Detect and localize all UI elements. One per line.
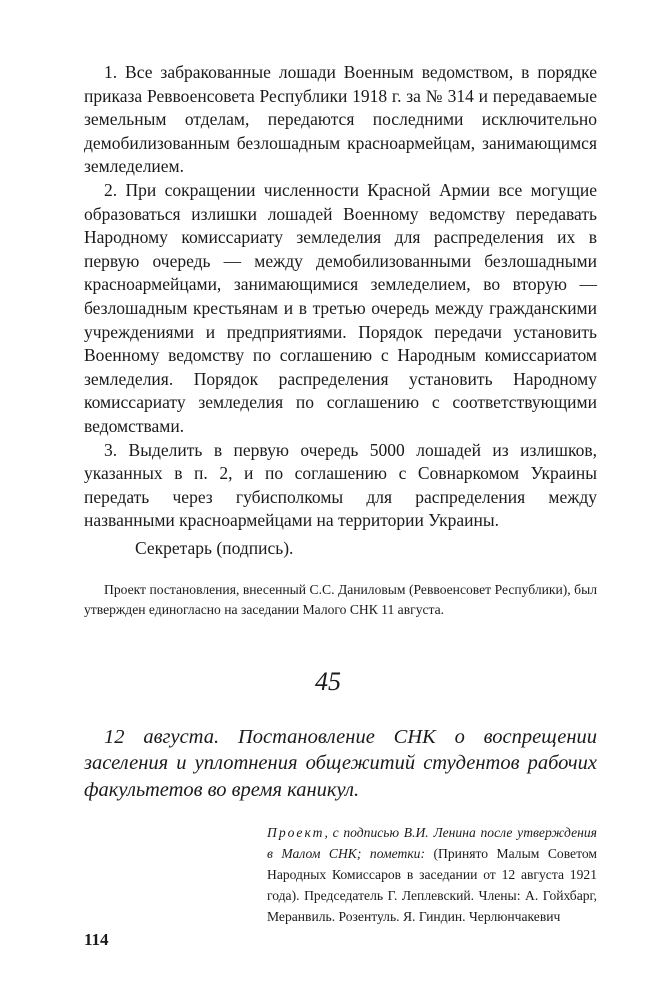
section-paragraph: 1. Все забракованные лошади Военным ведомством, в порядке приказа Реввоенсовета Республики 1918 г. за № 314 и передаваемые земельным отделам, передаются последними исключительно демобилизованным безлошадным красноармейцам, занимающимся земледелием.: [84, 62, 597, 177]
editorial-note: Проект постановления, внесенный С.С. Даниловым (Реввоенсовет Республики), был утвержден единогласно на заседании Малого СНК 11 августа.: [84, 582, 597, 617]
source-label: Проект: [267, 825, 325, 840]
document-number: 45: [315, 667, 341, 696]
document-title: 12 августа. Постановление СНК о воспрещении заселения и уплотнения общежитий студентов рабочих факультетов во время каникул.: [84, 726, 597, 801]
secretary-signature: Секретарь (подпись).: [135, 538, 294, 558]
section-paragraph: 3. Выделить в первую очередь 5000 лошадей из излишков, указанных в п. 2, и по соглашению с Совнаркомом Украины передать через губисполкомы для распределения между названными красноармейцами на территории Украины.: [84, 439, 597, 531]
page-number: 114: [84, 930, 109, 949]
source-italic-text: , с подписью В.И. Ленина после утверждения в Малом СНК; пометки:: [267, 825, 597, 861]
source-note: [267, 822, 597, 927]
section-paragraph: 2. При сокращении численности Красной Армии все могущие образоваться излишки лошадей Военному ведомству передавать Народному комиссариату земледелия для распределения их в первую очередь — между демобилизованными безлошадными красноармейцами, занимающимися земледелием, во вторую — безлошадным крестьянам и в третью очередь между гражданскими учреждениями и предприятиями. Порядок передачи установить Военному ведомству по соглашению с Народным комиссариатом земледелия. Порядок распределения установить Народному комиссариату земледелия по соглашению с соответствующими ведомствами.: [84, 179, 597, 436]
decree-sections: [84, 61, 597, 533]
source-plain-text: (Принято Малым Советом Народных Комиссаров в заседании от 12 августа 1921 года). Председатель Г. Леплевский. Члены: А. Гойхбарг, Меранвиль. Розентуль. Я. Гиндин. Черлюнчакевич: [267, 846, 597, 924]
